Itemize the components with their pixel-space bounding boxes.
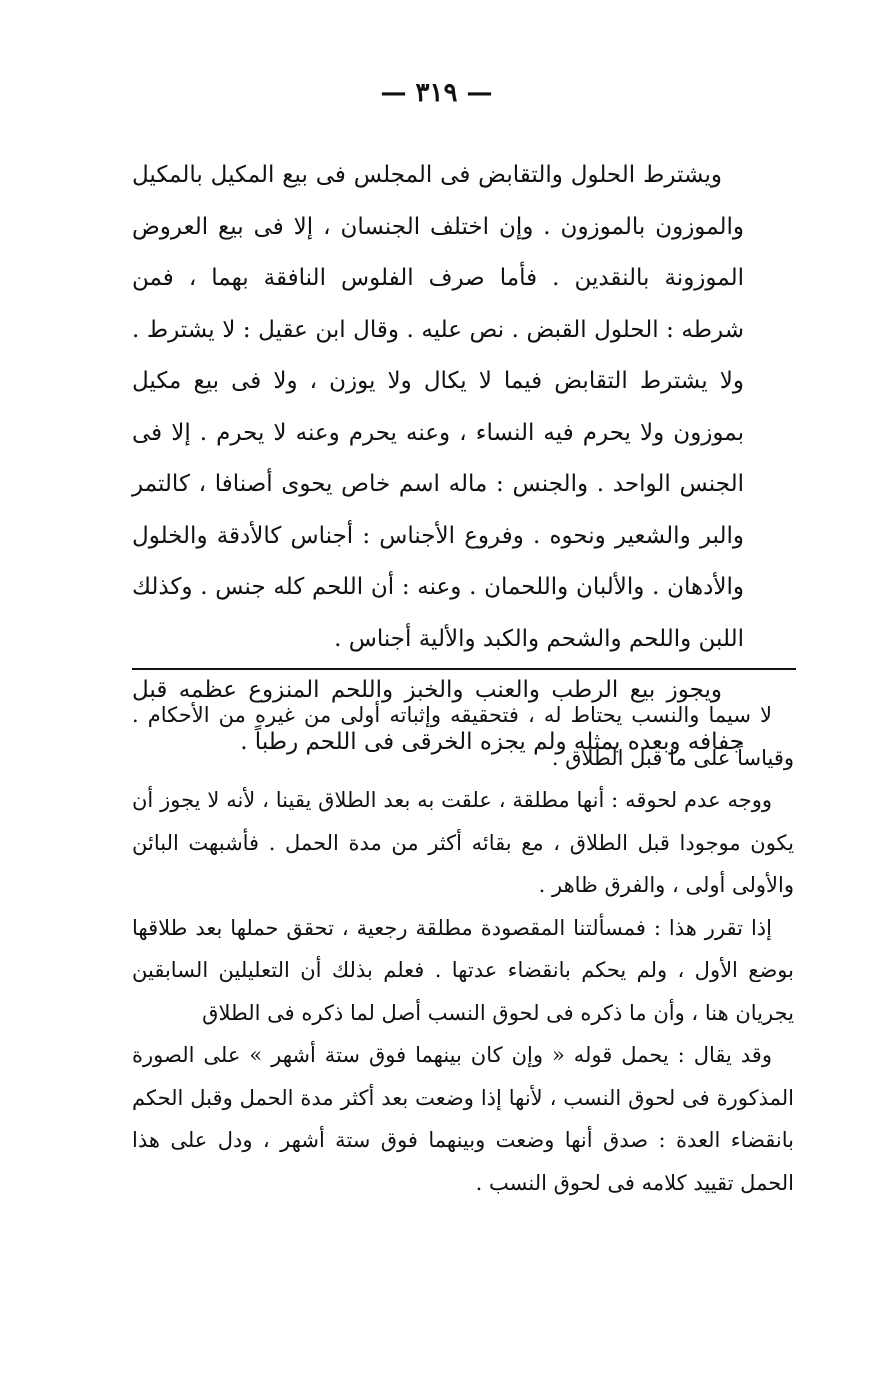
footnote-body: [132, 694, 794, 1204]
footnote-divider: [132, 668, 796, 670]
footnote-paragraph: ووجه عدم لحوقه : أنها مطلقة ، علقت به بعد الطلاق يقينا ، لأنه لا يجوز أن يكون موجودا قبل الطلاق ، مع بقائه أكثر من مدة الحمل . فأشبهت البائن والأولى أولى ، والفرق ظاهر .: [132, 788, 794, 897]
main-text-body: [132, 150, 744, 768]
main-paragraph: ويشترط الحلول والتقابض فى المجلس فى بيع المكيل بالمكيل والموزون بالموزون . وإن اختلف الجنسان ، إلا فى بيع العروض الموزونة بالنقدين . فأما صرف الفلوس النافقة بهما ، فمن شرطه : الحلول القبض . نص عليه . وقال ابن عقيل : لا يشترط . ولا يشترط التقابض فيما لا يكال ولا يوزن ، ولا فى بيع مكيل بموزون ولا يحرم فيه النساء ، وعنه يحرم وعنه لا يحرم . إلا فى الجنس الواحد . والجنس : ماله اسم خاص يحوى أصنافا ، كالتمر والبر والشعير ونحوه . وفروع الأجناس : أجناس كالأدقة والخلول والأدهان . والألبان واللحمان . وعنه : أن اللحم كله جنس . وكذلك اللبن واللحم والشحم والكبد والألية أجناس .: [132, 162, 744, 652]
main-paragraph: ويجوز بيع الرطب والعنب والخبز واللحم المنزوع عظمه قبل جفافه وبعده بمثله ولم يجزه الخرقى فى اللحم رطباً .: [132, 677, 744, 755]
footnote-paragraph: إذا تقرر هذا : فمسألتنا المقصودة مطلقة رجعية ، تحقق حملها بعد طلاقها بوضع الأول ، ولم يحكم بانقضاء عدتها . فعلم بذلك أن التعليلين السابقين يجريان هنا ، وأن ما ذكره فى لحوق النسب أصل لما ذكره فى الطلاق: [132, 915, 794, 1025]
footnote-paragraph: لا سيما والنسب يحتاط له ، فتحقيقه وإثباته أولى من غيره من الأحكام . وقياساً على ما قبل الطلاق .: [132, 703, 794, 770]
footnote-paragraph: وقد يقال : يحمل قوله « وإن كان بينهما فوق ستة أشهر » على الصورة المذكورة فى لحوق النسب ، لأنها إذا وضعت بعد أكثر مدة الحمل وقبل الحكم بانقضاء العدة : صدق أنها وضعت وبينهما فوق ستة أشهر ، ودل على هذا الحمل تقييد كلامه فى لحوق النسب .: [132, 1043, 794, 1195]
page-number: — ٣١٩ —: [380, 78, 493, 108]
